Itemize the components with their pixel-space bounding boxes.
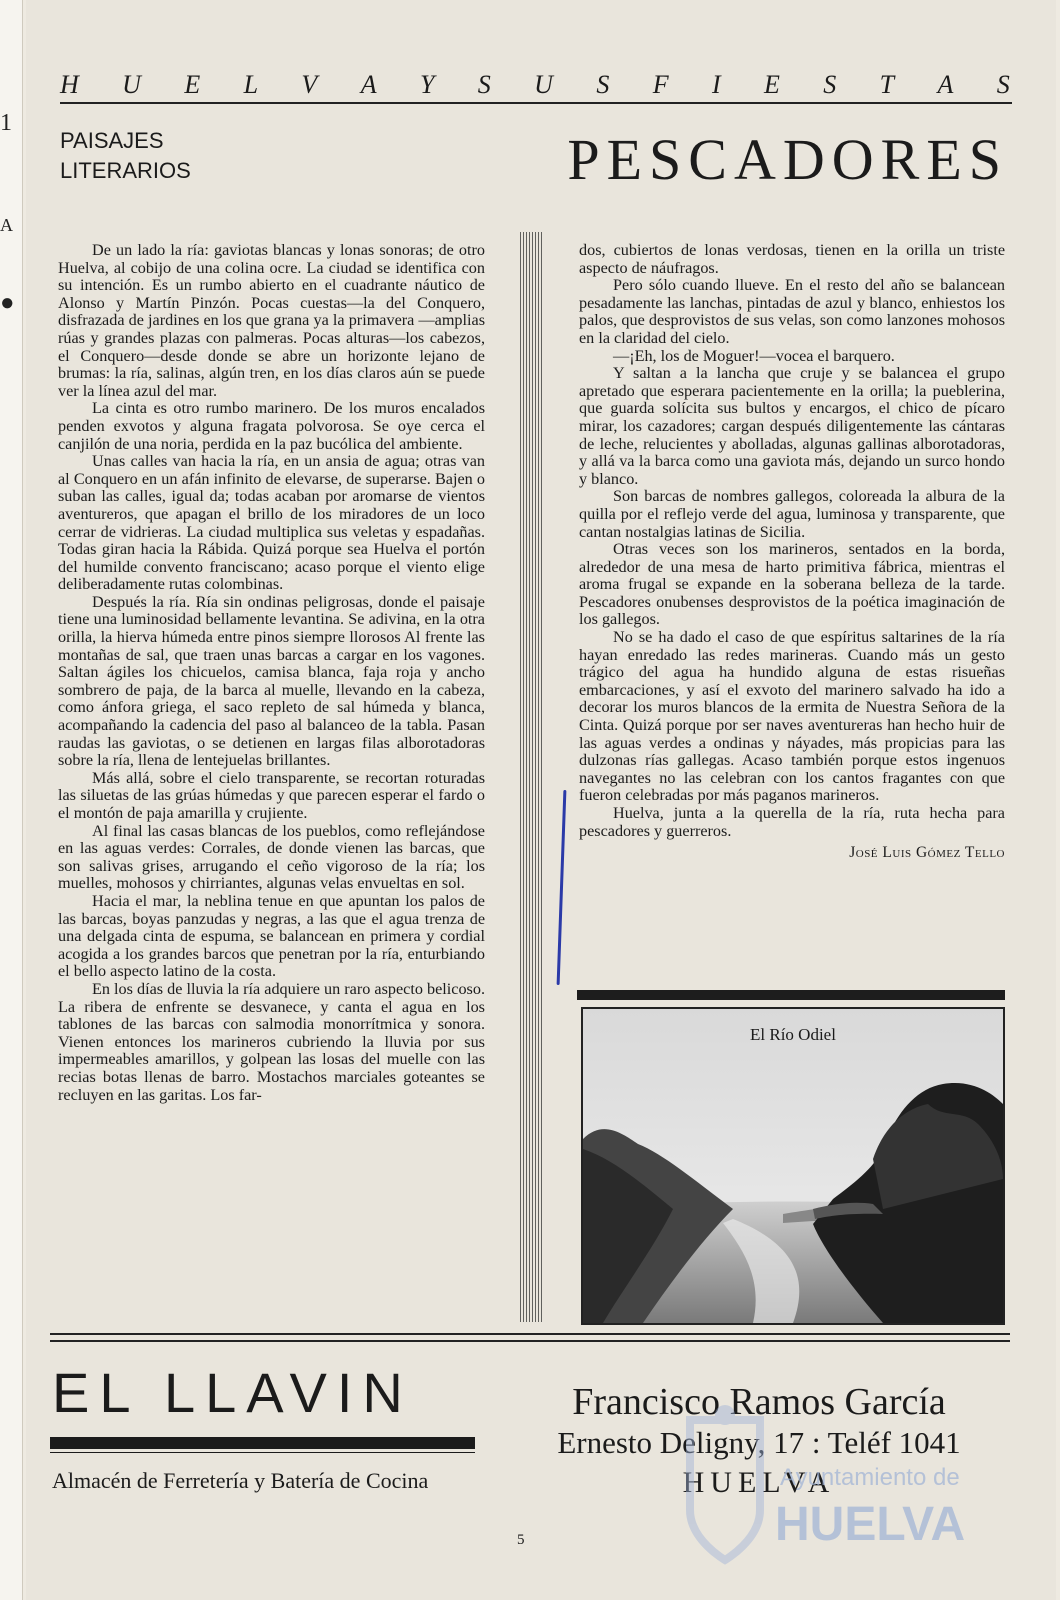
running-header (60, 70, 1012, 104)
paragraph: De un lado la ría: gaviotas blancas y lonas sonoras; de otro Huelva, al cobijo de una colina ocre. La ciudad se identifica con su intención. Es un rumbo abierto en el cuadrante náutico de Alonso y Martín Pinzón. Pocas cuestas—la del Conquero, disfrazada de jardines en los que grana ya la primavera —amplias rúas y grandes plazas con palmeras. Pocas alturas—los cabezos, el Conquero—desde donde se abre un horizonte lejano de brumas: la ría, salinas, algún tren, en los días claros aún se puede ver la línea azul del mar. (58, 241, 485, 400)
ad-business-name: EL LLAVIN (52, 1361, 413, 1424)
photo-caption: El Río Odiel (750, 1025, 836, 1044)
running-header-letter: V (301, 70, 320, 99)
paragraph: dos, cubiertos de lonas verdosas, tienen en la orilla un triste aspecto de náufragos. (579, 241, 1005, 277)
ad-owner: Francisco Ramos García (572, 1381, 946, 1423)
adjacent-page-edge: 1 A ● (0, 0, 23, 1600)
paragraph: Hacia el mar, la neblina tenue en que apuntan los palos de las barcas, boyas panzudas y negras, a las que el agua trenza de una delgada cinta de espuma, se balancean en primera y cordial acogida a los grandes barcos que penetran por la ría, enturbiando el bello aspecto latino de la costa. (58, 891, 485, 981)
paragraph: —¡Eh, los de Moguer!—vocea el barquero. (613, 346, 895, 365)
running-header-letter: S (477, 70, 493, 99)
running-header-letter: U (534, 70, 555, 99)
running-header-letter: T (879, 70, 897, 99)
running-header-letter: I (711, 70, 723, 99)
running-header-letter: Y (419, 70, 437, 99)
running-header-letter: E (764, 70, 782, 99)
byline: José Luis Gómez Tello (849, 844, 1005, 862)
running-header-letter: S (823, 70, 839, 99)
section-label-line2: LITERARIOS (60, 158, 191, 183)
running-header-letter: E (184, 70, 203, 99)
paragraph: Pero sólo cuando llueve. En el resto del año se balancean pesadamente las lanchas, pintadas de azul y blanco, enhiestos los palos, que desprovistos de sus velas, son como lanzones mohosos en la claridad del cielo. (579, 276, 1005, 347)
page-number: 5 (517, 1532, 525, 1548)
ad-divider-bottom (50, 1340, 1010, 1342)
running-header-letter: L (243, 70, 261, 99)
column-separator (520, 232, 544, 1322)
ad-bar-thin (50, 1452, 475, 1453)
section-label (60, 126, 191, 186)
ad-description: Almacén de Ferretería y Batería de Cocina (52, 1468, 429, 1493)
watermark-line2: HUELVA (775, 1498, 966, 1551)
ad-address: Ernesto Deligny, 17 : Teléf 1041 (557, 1425, 961, 1460)
river-photo (581, 1007, 1005, 1325)
paragraph: Al final las casas blancas de los pueblos, como reflejándose en las aguas verdes: Corrales, de donde vienen las barcas, que son salivas grises, arrugando el ceño vigoroso de la ría; los muelles, mohosos y chirriantes, algunas velas envueltas en sol. (58, 821, 485, 893)
ad-bar (50, 1437, 475, 1449)
paragraph: La cinta es otro rumbo marinero. De los muros encalados penden exvotos y alguna fragata polvorosa. Se oye cerca el canjilón de una noria, perdida en la paz bucólica del ambiente. (58, 399, 485, 453)
crest-icon (690, 1405, 760, 1560)
ad-divider-top (50, 1333, 1010, 1335)
archive-watermark (650, 1400, 1020, 1580)
article-column-right (579, 242, 1005, 862)
watermark-line1: Ayuntamiento de (780, 1464, 960, 1491)
photo-block (577, 990, 1005, 1325)
section-label-line1: PAISAJES (60, 128, 164, 153)
running-header-letter: F (652, 70, 671, 99)
paragraph: No se ha dado el caso de que espíritus saltarines de la ría hayan enredado las redes marineras. Cuando más un gesto trágico del agua ha hundido alguna de estas risueñas embarcaciones, y así el exvoto del marinero salvado ha ido a decorar los muros blancos de la ermita de Nuestra Señora de la Cinta. Quizá porque por ser naves aventureras han hecho huir de las aguas verdes a ondinas y náyades, más propicias para las dulzonas rías gallegas. Acaso también porque estos ingenuos navegantes no las celebran con los cantos fragantes con que fueron celebradas por más paganos marineros. (579, 628, 1005, 805)
paragraph: Después la ría. Ría sin ondinas peligrosas, donde el paisaje tiene una luminosidad bellamente levantina. Se adivina, en la otra orilla, la hierva húmeda entre pinos siempre llorosos Al frente las montañas de sal, que traen unas barcas a cargar en los vagones. Saltan ágiles los chicuelos, camisa blanca, faja roja y ancho sombrero de paja, de la barca al muelle, llevando en la cabeza, como ánfora griega, el saco repleto de sal húmeda y blanca, acompañando la cadencia del paso al balanceo de la tabla. Pasan raudas las gaviotas, o se detienen en largas filas alborotadoras sobre la ría, llena de lentejuelas brillantes. (58, 592, 485, 770)
paragraph: En los días de lluvia la ría adquiere un raro aspecto belicoso. La ribera de enfrente se desvanece, y canta el agua en los tablones de las barcas con salmodia monorrítmica y sonora. Vienen entonces los marineros cubriendo la lluvia por sus impermeables amarillos, y golpean las losas del muelle con las recias botas llenas de barro. Mostachos marciales goteantes se recluyen en las garitas. Los far- (58, 979, 485, 1104)
running-header-letter: S (996, 70, 1012, 99)
article-title: PESCADORES (567, 127, 1008, 192)
paragraph: Otras veces son los marineros, sentados en la borda, alrededor de una mesa de harto primitiva fábrica, mientras el aroma frugal se expande en la soberana belleza de la tarde. Pescadores onubenses desprovistos de la poética imaginación de los gallegos. (579, 540, 1005, 629)
running-header-letter: U (122, 70, 143, 99)
running-header-letter: A (937, 70, 956, 99)
ad-city: HUELVA (682, 1466, 836, 1499)
paragraph: Y saltan a la lancha que cruje y se balancea el grupo apretado que esperara pacientemente en la orilla; la pueblerina, que guarda solícita sus bultos y encargos, el chico de pícaro mirar, los cazadores; cargan después diligentemente las cántaras de leche, relucientes y abolladas, algunas gallinas alborotadoras, y allá va la barca como una gaviota más, dejando un surco hondo y blanco. (579, 364, 1005, 488)
river-image (583, 1009, 1003, 1323)
paragraph: Más allá, sobre el cielo transparente, se recortan roturadas las siluetas de las grúas húmedas y que parecen esperar el fardo o el montón de paja amarilla y crujiente. (58, 768, 485, 822)
photo-top-bar (577, 990, 1005, 1000)
running-header-letter: S (596, 70, 612, 99)
paragraph: Son barcas de nombres gallegos, coloreada la albura de la quilla por el reflejo verde del agua, luminosa y transparente, que cantan nostalgias latinas de Sicilia. (579, 487, 1005, 541)
running-header-letter: H (60, 70, 81, 99)
article-column-left (58, 242, 485, 1104)
paragraph: Unas calles van hacia la ría, en un ansia de agua; otras van al Conquero en un afán infinito de elevarse, de superarse. Bajen o suban las calles, igual da; todas acaban por aromarse de vientos aventureros, que apagan el brillo de los miradores de un loco cerrar de vidrieras. La ciudad multiplica sus veletas y espadañas. Todas giran hacia la Rábida. Quizá porque sea Huelva el portón del humilde convento franciscano; acaso porque el viento elige deliberadamente rutas colombinas. (58, 452, 485, 594)
running-header-letter: A (360, 70, 379, 99)
paragraph: Huelva, junta a la querella de la ría, ruta hecha para pescadores y guerreros. (579, 804, 1005, 840)
